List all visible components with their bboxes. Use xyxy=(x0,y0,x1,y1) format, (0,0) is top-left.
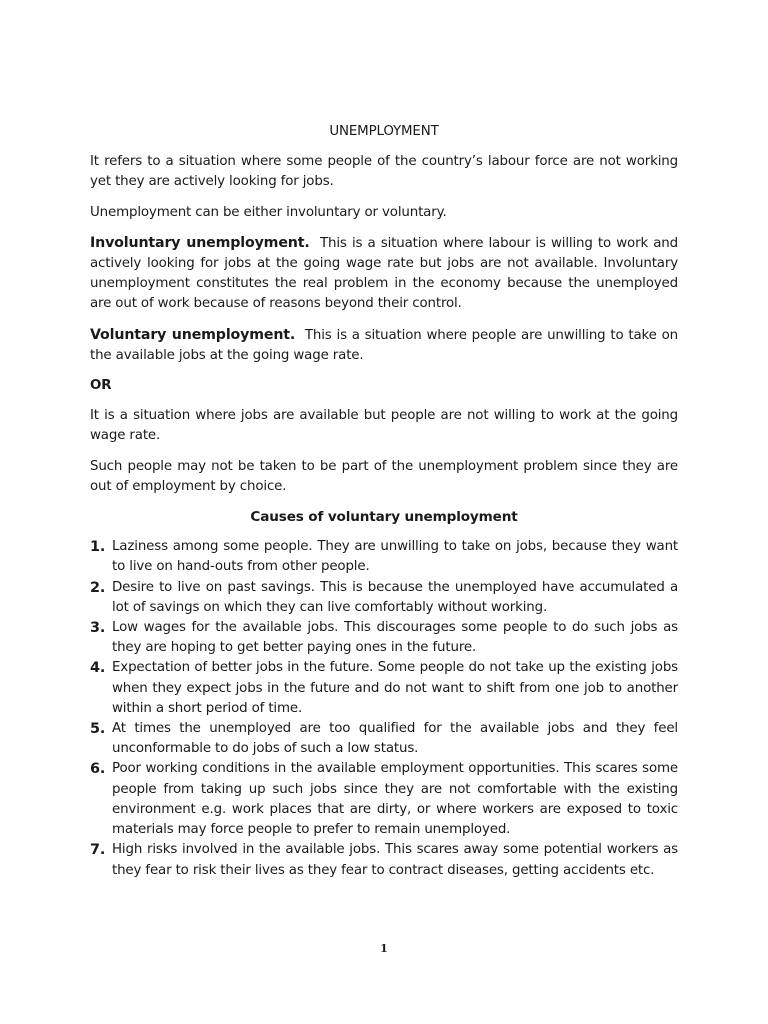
voluntary-alt-paragraph: It is a situation where jobs are available but people are not willing to work at the going wage rate. xyxy=(90,408,678,444)
list-item-text: High risks involved in the available jobs. This scares away some potential workers as they fear to risk their lives as they fear to contract diseases, getting accidents etc. xyxy=(112,842,678,878)
list-item-number: 3. xyxy=(90,620,106,637)
causes-list xyxy=(90,537,678,880)
list-item-text: Low wages for the available jobs. This discourages some people to do such jobs as they are hoping to get better paying ones in the future. xyxy=(112,620,678,656)
list-item-number: 1. xyxy=(90,539,106,556)
causes-heading: Causes of voluntary unemployment xyxy=(250,509,518,526)
list-item-number: 7. xyxy=(90,842,106,859)
involuntary-paragraph xyxy=(90,233,678,315)
list-item xyxy=(90,618,678,658)
list-item-text: Expectation of better jobs in the future. Some people do not take up the existing jobs when they expect jobs in the future and do not want to shift from one job to another within a short period of time. xyxy=(112,660,678,716)
voluntary-text: This is a situation where people are unwilling to take on the available jobs at the going wage rate. xyxy=(90,327,678,363)
list-item-number: 5. xyxy=(90,721,106,738)
list-item-number: 6. xyxy=(90,761,106,778)
list-item xyxy=(90,658,678,719)
list-item-number: 2. xyxy=(90,579,106,596)
list-item xyxy=(90,840,678,880)
list-item-text: Desire to live on past savings. This is because the unemployed have accumulated a lot of savings on which they can live comfortably without working. xyxy=(112,579,678,615)
definition-paragraph: It refers to a situation where some people of the country’s labour force are not working yet they are actively looking for jobs. xyxy=(90,154,678,190)
types-intro-paragraph: Unemployment can be either involuntary or voluntary. xyxy=(90,204,447,220)
list-item xyxy=(90,578,678,618)
page-number: 1 xyxy=(380,942,388,955)
voluntary-paragraph xyxy=(90,325,678,366)
list-item-text: At times the unemployed are too qualified for the available jobs and they feel unconformable to do jobs of such a low status. xyxy=(112,721,678,757)
list-item xyxy=(90,719,678,759)
or-label: OR xyxy=(90,378,112,394)
choice-note-paragraph: Such people may not be taken to be part of the unemployment problem since they are out of employment by choice. xyxy=(90,458,678,494)
list-item xyxy=(90,537,678,577)
list-item-number: 4. xyxy=(90,660,106,677)
list-item-text: Poor working conditions in the available employment opportunities. This scares some people from taking up such jobs since they are not comfortable with the existing environment e.g. work places that are dirty, or where workers are exposed to toxic materials may force people to prefer to remain unemployed. xyxy=(112,761,678,838)
document-title: UNEMPLOYMENT xyxy=(329,124,439,139)
document-page xyxy=(90,122,678,881)
involuntary-term: Involuntary unemployment. xyxy=(90,234,310,251)
list-item xyxy=(90,759,678,840)
voluntary-term: Voluntary unemployment. xyxy=(90,326,296,343)
involuntary-text: This is a situation where labour is willing to work and actively looking for jobs at the going wage rate but jobs are not available. Involuntary unemployment constitutes the real problem in the economy because the unemployed are out of work because of reasons beyond their control. xyxy=(90,235,678,312)
list-item-text: Laziness among some people. They are unwilling to take on jobs, because they want to live on hand-outs from other people. xyxy=(112,539,678,575)
